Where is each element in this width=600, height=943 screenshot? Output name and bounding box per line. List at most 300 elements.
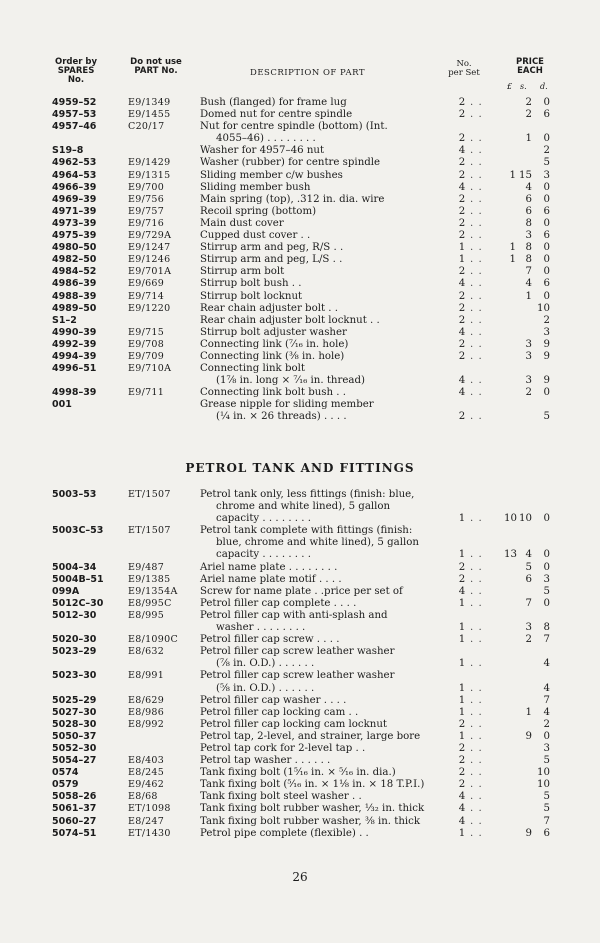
table-row xyxy=(0,646,600,670)
leader-dots: . . xyxy=(470,743,483,754)
price-shillings: 4 xyxy=(525,549,532,561)
part-number: E8/992 xyxy=(128,718,165,730)
price-pence: 3 xyxy=(543,169,550,181)
order-by-label: Order by xyxy=(54,57,98,67)
part-description xyxy=(200,743,450,755)
quantity-per-set: 4 xyxy=(458,181,466,193)
description-line: Tank fixing bolt rubber washer, ⅜ in. thick xyxy=(200,815,421,827)
price-pence: 3 xyxy=(543,743,550,754)
table-row xyxy=(0,634,600,646)
order-number: 5023–30 xyxy=(52,670,97,682)
table-row xyxy=(0,291,600,303)
price-shillings: 6 xyxy=(525,193,532,205)
quantity-per-set: 4 xyxy=(458,375,466,387)
description-line: Connecting link (⅜ in. hole) xyxy=(200,350,345,362)
description-line: Bush (flanged) for frame lug xyxy=(200,97,347,108)
price-pence: 0 xyxy=(543,181,550,193)
price-shillings: 15 xyxy=(519,169,532,181)
price-pence: 0 xyxy=(543,290,550,302)
part-number: E9/709 xyxy=(128,350,165,362)
price-pence: 6 xyxy=(543,205,550,217)
leader-dots: . . xyxy=(470,302,483,314)
table-row xyxy=(0,315,600,327)
quantity-per-set: 2 xyxy=(458,411,466,423)
part-number: E9/708 xyxy=(128,338,165,350)
description-line: Main spring (top), .312 in. dia. wire xyxy=(200,193,385,205)
description-line: Stirrup arm bolt xyxy=(200,266,285,278)
part-no-label: PART No. xyxy=(134,66,178,76)
part-description xyxy=(200,291,450,303)
price-shillings: 9 xyxy=(525,730,532,742)
table-row xyxy=(0,719,600,731)
part-description xyxy=(200,254,450,266)
table-row xyxy=(0,586,600,598)
quantity-per-set: 2 xyxy=(458,561,466,573)
part-description xyxy=(200,755,450,767)
part-description xyxy=(200,145,450,157)
table-row xyxy=(0,303,600,315)
part-description xyxy=(200,695,450,707)
leader-dots: . . xyxy=(470,169,483,181)
price-shillings: 9 xyxy=(525,827,532,839)
part-description xyxy=(200,779,450,791)
part-description xyxy=(200,634,450,646)
description-line: Petrol tap washer . . . . . . xyxy=(200,755,331,767)
order-number: 4962–53 xyxy=(52,157,97,169)
price-pence: 5 xyxy=(543,791,550,803)
table-row xyxy=(0,242,600,254)
description-line: Petrol filler cap screw leather washer xyxy=(200,646,395,658)
quantity-per-set: 1 xyxy=(458,242,466,254)
leader-dots: . . xyxy=(470,242,483,254)
description-line: Tank fixing bolt (⁵⁄₁₆ in. × 1⅛ in. × 18 T.P.I.) xyxy=(200,779,425,791)
description-line: (¼ in. × 26 threads) . . . . xyxy=(216,411,347,423)
order-number: 5050–37 xyxy=(52,730,97,742)
price-pence: 0 xyxy=(543,561,550,573)
part-description xyxy=(200,816,450,828)
table-row xyxy=(0,610,600,634)
leader-dots: . . xyxy=(470,706,483,718)
part-number: E9/756 xyxy=(128,193,165,205)
description-line: Connecting link (⁷⁄₁₆ in. hole) xyxy=(200,338,349,350)
part-description xyxy=(200,803,450,815)
price-pence: 0 xyxy=(543,133,550,145)
part-description xyxy=(200,303,450,315)
price-pounds: 1 xyxy=(509,169,516,181)
part-description xyxy=(200,97,450,109)
price-pence: 2 xyxy=(543,314,550,326)
order-number: 4992–39 xyxy=(52,338,97,350)
part-number: E9/1349 xyxy=(128,97,171,108)
description-line: Sliding member bush xyxy=(200,181,311,193)
table-row xyxy=(0,598,600,610)
leader-dots: . . xyxy=(470,755,483,767)
leader-dots: . . xyxy=(470,326,483,338)
price-pence: 4 xyxy=(543,658,550,670)
leader-dots: . . xyxy=(470,513,483,525)
leader-dots: . . xyxy=(470,375,483,387)
order-number: 5060–27 xyxy=(52,815,97,827)
price-pence: 0 xyxy=(543,597,550,609)
order-number: 4986–39 xyxy=(52,278,97,290)
quantity-per-set: 1 xyxy=(458,658,466,670)
part-description xyxy=(200,121,450,145)
order-number: 5020–30 xyxy=(52,634,97,646)
order-number: 5025–29 xyxy=(52,694,97,706)
quantity-per-set: 2 xyxy=(458,573,466,585)
leader-dots: . . xyxy=(470,193,483,205)
leader-dots: . . xyxy=(470,767,483,779)
part-description xyxy=(200,562,450,574)
leader-dots: . . xyxy=(470,561,483,573)
table-row xyxy=(0,327,600,339)
quantity-per-set: 4 xyxy=(458,803,466,815)
part-number: E9/701A xyxy=(128,266,172,278)
part-number: E8/986 xyxy=(128,706,165,718)
description-line: Nut for centre spindle (bottom) (Int. xyxy=(200,121,388,133)
per-set-heading xyxy=(446,60,482,78)
price-shillings: 3 xyxy=(525,338,532,350)
price-pence: 6 xyxy=(543,109,550,121)
price-pence: 0 xyxy=(543,242,550,254)
quantity-per-set: 4 xyxy=(458,791,466,803)
price-pence: 0 xyxy=(543,193,550,205)
description-line: Tank fixing bolt (1⁵⁄₁₆ in. × ⁵⁄₁₆ in. dia.) xyxy=(200,767,396,779)
order-number: S1–2 xyxy=(52,314,77,326)
part-description xyxy=(200,767,450,779)
quantity-per-set: 2 xyxy=(458,109,466,121)
per-set-label: per Set xyxy=(448,68,480,78)
description-line: (⅝ in. O.D.) . . . . . . xyxy=(216,682,315,694)
price-pence: 3 xyxy=(543,326,550,338)
description-line: Petrol filler cap washer . . . . xyxy=(200,694,347,706)
price-shillings: 7 xyxy=(525,597,532,609)
leader-dots: . . xyxy=(470,585,483,597)
table-row xyxy=(0,206,600,218)
quantity-per-set: 2 xyxy=(458,338,466,350)
price-shillings: 1 xyxy=(525,290,532,302)
order-number: 5012–30 xyxy=(52,609,97,621)
leader-dots: . . xyxy=(470,779,483,791)
order-number: 099A xyxy=(52,585,80,597)
table-row xyxy=(0,399,600,423)
order-number: 0574 xyxy=(52,767,79,779)
description-line: Sliding member c/w bushes xyxy=(200,169,343,181)
part-number: ET/1098 xyxy=(128,803,171,815)
quantity-per-set: 2 xyxy=(458,133,466,145)
part-number: C20/17 xyxy=(128,121,165,133)
leader-dots: . . xyxy=(470,387,483,399)
price-pence: 10 xyxy=(537,779,550,791)
price-shillings: 4 xyxy=(525,278,532,290)
quantity-per-set: 2 xyxy=(458,169,466,181)
price-pence: 6 xyxy=(543,827,550,839)
leader-dots: . . xyxy=(470,573,483,585)
price-pence: 5 xyxy=(543,585,550,597)
order-number: 4982–50 xyxy=(52,254,97,266)
description-line: Tank fixing bolt steel washer . . xyxy=(200,791,362,803)
leader-dots: . . xyxy=(470,730,483,742)
part-description xyxy=(200,315,450,327)
price-shillings: 1 xyxy=(525,706,532,718)
price-shillings: 2 xyxy=(525,387,532,399)
leader-dots: . . xyxy=(470,791,483,803)
leader-dots: . . xyxy=(470,718,483,730)
order-number: 4975–39 xyxy=(52,230,97,242)
leader-dots: . . xyxy=(470,815,483,827)
price-shillings: 8 xyxy=(525,254,532,266)
order-number: 5058–26 xyxy=(52,791,97,803)
table-header xyxy=(0,56,600,96)
leader-dots: . . xyxy=(470,205,483,217)
table-row xyxy=(0,218,600,230)
quantity-per-set: 1 xyxy=(458,634,466,646)
description-line: capacity . . . . . . . . xyxy=(216,513,312,525)
order-number: 4994–39 xyxy=(52,350,97,362)
part-description xyxy=(200,707,450,719)
table-row xyxy=(0,278,600,290)
quantity-per-set: 2 xyxy=(458,767,466,779)
leader-dots: . . xyxy=(470,145,483,157)
description-line: Washer (rubber) for centre spindle xyxy=(200,157,381,169)
price-pence: 5 xyxy=(543,411,550,423)
price-pence: 3 xyxy=(543,573,550,585)
price-pence: 0 xyxy=(543,730,550,742)
part-number: ET/1507 xyxy=(128,489,171,500)
quantity-per-set: 2 xyxy=(458,290,466,302)
part-description xyxy=(200,828,450,840)
description-line: Washer for 4957–46 nut xyxy=(200,145,325,157)
description-line: Ariel name plate motif . . . . xyxy=(200,573,342,585)
quantity-per-set: 2 xyxy=(458,302,466,314)
part-description xyxy=(200,574,450,586)
leader-dots: . . xyxy=(470,181,483,193)
part-number: E9/1455 xyxy=(128,109,171,121)
price-shillings: 3 xyxy=(525,230,532,242)
table-row xyxy=(0,121,600,145)
price-shillings: 3 xyxy=(525,350,532,362)
quantity-per-set: 4 xyxy=(458,815,466,827)
quantity-per-set: 4 xyxy=(458,585,466,597)
price-pence: 10 xyxy=(537,302,550,314)
order-number: 5012C–30 xyxy=(52,597,104,609)
table-row xyxy=(0,230,600,242)
description-line: Recoil spring (bottom) xyxy=(200,205,317,217)
quantity-per-set: 2 xyxy=(458,743,466,754)
description-line: (⅞ in. O.D.) . . . . . . xyxy=(216,658,315,670)
price-pence: 0 xyxy=(543,387,550,399)
part-description xyxy=(200,182,450,194)
description-line: Petrol tap, 2-level, and strainer, large bore xyxy=(200,730,421,742)
description-line: Cupped dust cover . . xyxy=(200,230,311,242)
leader-dots: . . xyxy=(470,803,483,815)
leader-dots: . . xyxy=(470,133,483,145)
part-number: E8/1090C xyxy=(128,634,179,646)
table-row xyxy=(0,145,600,157)
description-line: Rear chain adjuster bolt . . xyxy=(200,302,339,314)
part-description xyxy=(200,731,450,743)
table-row xyxy=(0,695,600,707)
part-description xyxy=(200,399,450,423)
page-number: 26 xyxy=(292,870,308,884)
part-number: E8/991 xyxy=(128,670,165,682)
description-line: Petrol filler cap screw leather washer xyxy=(200,670,395,682)
table-row xyxy=(0,731,600,743)
leader-dots: . . xyxy=(470,109,483,121)
quantity-per-set: 1 xyxy=(458,622,466,634)
price-pounds: 1 xyxy=(509,242,516,254)
order-number: 4964–53 xyxy=(52,169,97,181)
part-number: E8/629 xyxy=(128,694,165,706)
order-by-heading xyxy=(48,58,104,85)
quantity-per-set: 2 xyxy=(458,314,466,326)
price-pence: 0 xyxy=(543,97,550,108)
description-line: blue, chrome and white lined), 5 gallon xyxy=(216,537,419,549)
spares-label: SPARES xyxy=(57,66,95,76)
pounds-heading: £ xyxy=(507,82,513,91)
part-description xyxy=(200,598,450,610)
quantity-per-set: 2 xyxy=(458,230,466,242)
quantity-per-set: 2 xyxy=(458,755,466,767)
table-row xyxy=(0,194,600,206)
quantity-per-set: 2 xyxy=(458,266,466,278)
table-row xyxy=(0,755,600,767)
quantity-per-set: 4 xyxy=(458,387,466,399)
quantity-per-set: 1 xyxy=(458,597,466,609)
description-line: Tank fixing bolt rubber washer, ⅓₂ in. thick xyxy=(200,803,425,815)
part-number: E9/1385 xyxy=(128,573,171,585)
no-per-label: No. xyxy=(456,59,472,69)
part-description xyxy=(200,230,450,242)
table-row xyxy=(0,670,600,694)
price-pence: 6 xyxy=(543,278,550,290)
order-number: 4971–39 xyxy=(52,205,97,217)
leader-dots: . . xyxy=(470,97,483,108)
price-pounds: 1 xyxy=(509,254,516,266)
leader-dots: . . xyxy=(470,658,483,670)
part-description xyxy=(200,157,450,169)
part-description xyxy=(200,719,450,731)
each-label: EACH xyxy=(517,66,543,76)
leader-dots: . . xyxy=(470,350,483,362)
order-number: S19–8 xyxy=(52,145,84,157)
table-row xyxy=(0,707,600,719)
table-row xyxy=(0,363,600,387)
part-number: E8/403 xyxy=(128,755,165,767)
order-number: 4989–50 xyxy=(52,302,97,314)
description-line: Domed nut for centre spindle xyxy=(200,109,353,121)
part-number: E8/68 xyxy=(128,791,158,803)
quantity-per-set: 2 xyxy=(458,205,466,217)
description-line: 4055–46) . . . . . . . . xyxy=(216,133,316,145)
part-number: E9/669 xyxy=(128,278,165,290)
part-description xyxy=(200,791,450,803)
price-heading xyxy=(508,58,552,76)
description-line: (1⅞ in. long × ⁷⁄₁₆ in. thread) xyxy=(216,375,365,387)
part-number: E8/995 xyxy=(128,609,165,621)
table-row xyxy=(0,779,600,791)
table-row xyxy=(0,828,600,840)
part-description xyxy=(200,242,450,254)
price-shillings: 6 xyxy=(525,573,532,585)
price-shillings: 2 xyxy=(525,109,532,121)
leader-dots: . . xyxy=(470,597,483,609)
part-description xyxy=(200,670,450,694)
quantity-per-set: 4 xyxy=(458,145,466,157)
order-number: 5061–37 xyxy=(52,803,97,815)
price-pence: 0 xyxy=(543,513,550,525)
table-row xyxy=(0,109,600,121)
part-number: E8/632 xyxy=(128,646,165,658)
table-row xyxy=(0,157,600,169)
description-heading: DESCRIPTION OF PART xyxy=(250,68,366,78)
part-number: E9/700 xyxy=(128,181,165,193)
part-no-heading xyxy=(126,58,186,76)
part-number: E9/715 xyxy=(128,326,165,338)
price-pence: 4 xyxy=(543,682,550,694)
table-row xyxy=(0,767,600,779)
leader-dots: . . xyxy=(470,694,483,706)
order-number: 4957–53 xyxy=(52,109,97,121)
part-description xyxy=(200,170,450,182)
leader-dots: . . xyxy=(470,278,483,290)
part-description xyxy=(200,646,450,670)
part-number: E9/462 xyxy=(128,779,165,791)
quantity-per-set: 4 xyxy=(458,326,466,338)
part-description xyxy=(200,387,450,399)
table-row xyxy=(0,574,600,586)
table-row xyxy=(0,489,600,525)
order-number: 5003–53 xyxy=(52,489,97,500)
quantity-per-set: 2 xyxy=(458,779,466,791)
part-description xyxy=(200,489,450,525)
leader-dots: . . xyxy=(470,290,483,302)
leader-dots: . . xyxy=(470,338,483,350)
do-not-use-label: Do not use xyxy=(130,57,182,67)
order-number: 5003C–53 xyxy=(52,525,104,537)
part-number: E9/1220 xyxy=(128,302,171,314)
part-number: E9/714 xyxy=(128,290,165,302)
order-number: 001 xyxy=(52,399,72,411)
quantity-per-set: 1 xyxy=(458,513,466,525)
part-number: ET/1507 xyxy=(128,525,171,537)
part-description xyxy=(200,194,450,206)
description-line: Main dust cover xyxy=(200,217,284,229)
description-line: Petrol tank only, less fittings (finish: blue, xyxy=(200,489,415,500)
price-pence: 0 xyxy=(543,266,550,278)
price-label: PRICE xyxy=(516,57,544,67)
order-number: 5054–27 xyxy=(52,755,97,767)
price-shillings: 8 xyxy=(525,242,532,254)
quantity-per-set: 1 xyxy=(458,694,466,706)
leader-dots: . . xyxy=(470,217,483,229)
order-number: 5004B–51 xyxy=(52,573,104,585)
leader-dots: . . xyxy=(470,314,483,326)
table-row xyxy=(0,266,600,278)
table-row xyxy=(0,562,600,574)
price-shillings: 7 xyxy=(525,266,532,278)
table-row xyxy=(0,803,600,815)
order-number: 5023–29 xyxy=(52,646,97,658)
price-shillings: 4 xyxy=(525,181,532,193)
price-pence: 7 xyxy=(543,694,550,706)
quantity-per-set: 2 xyxy=(458,97,466,108)
description-line: Stirrup arm and peg, L/S . . xyxy=(200,254,343,266)
part-number: E9/757 xyxy=(128,205,165,217)
part-number: E9/711 xyxy=(128,387,165,399)
order-number: 5028–30 xyxy=(52,718,97,730)
leader-dots: . . xyxy=(470,411,483,423)
